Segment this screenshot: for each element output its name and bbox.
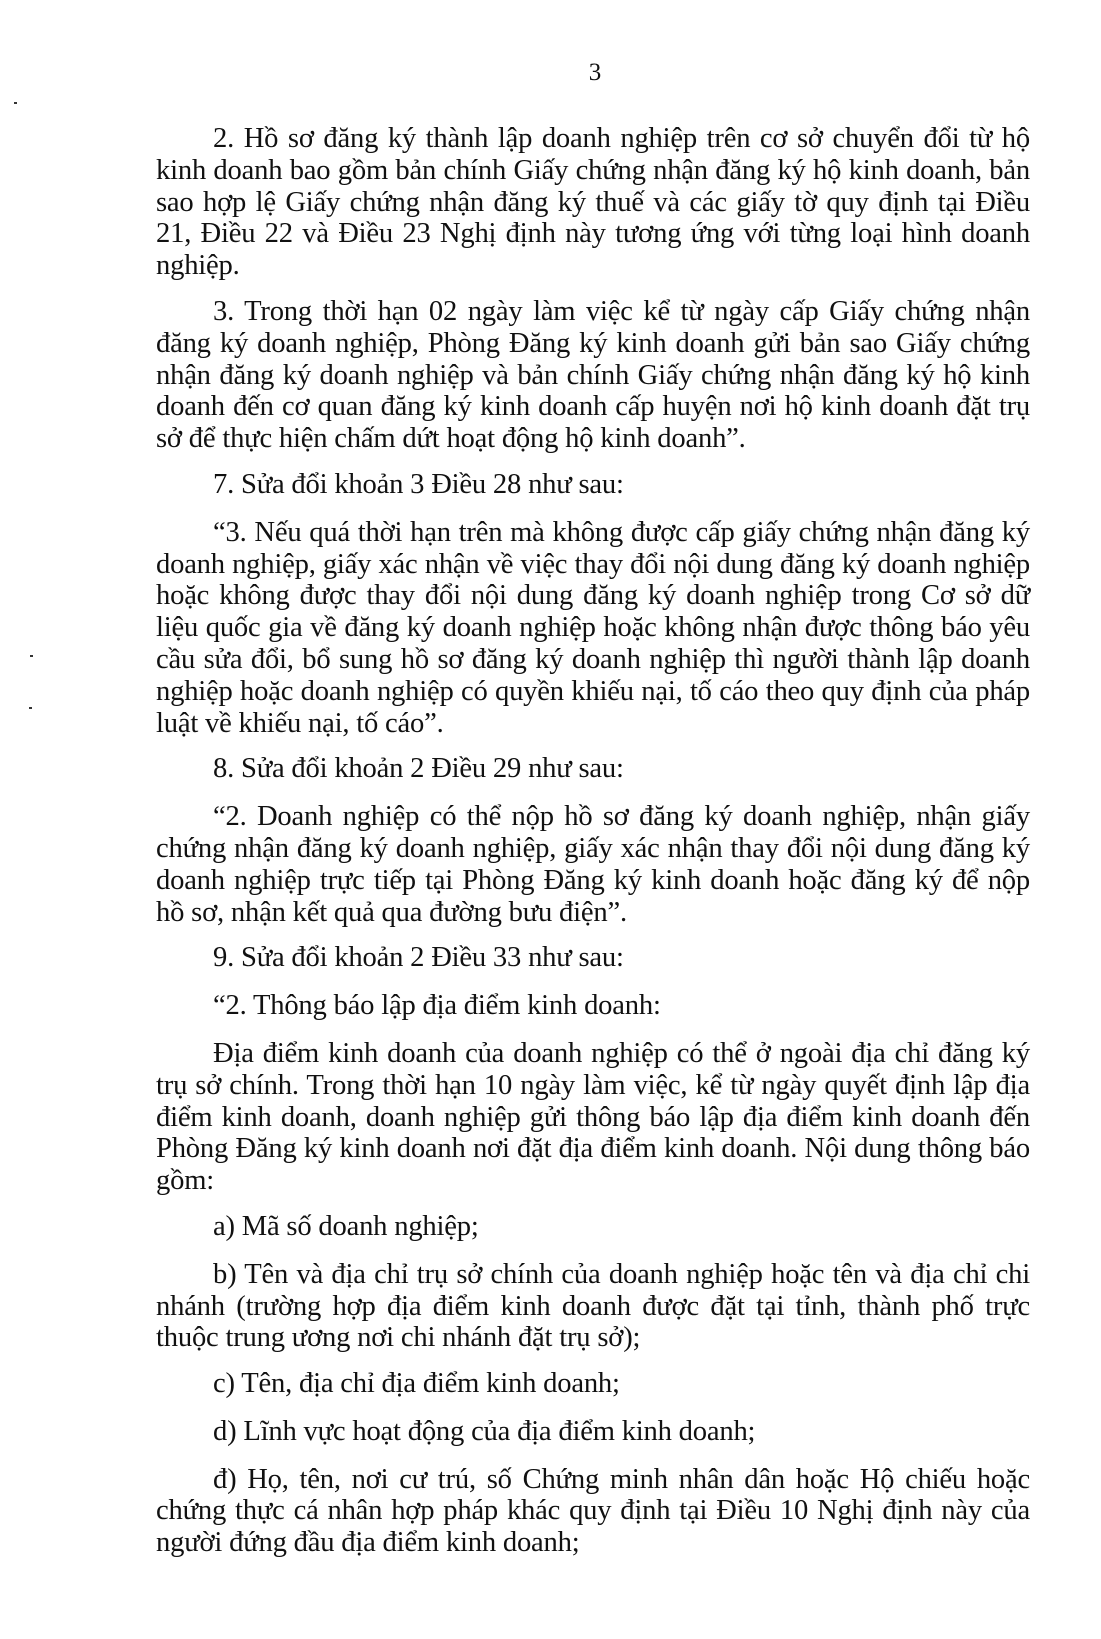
- paragraph-amendment-7-text: “3. Nếu quá thời hạn trên mà không được cấp giấy chứng nhận đăng ký doanh nghiệp, giấy xác nhận về việc thay đổi nội dung đăng ký doanh nghiệp hoặc không được thay đổi nội dung đăng ký doanh nghiệp trong Cơ sở dữ liệu quốc gia về đăng ký doanh nghiệp hoặc không nhận được thông báo yêu cầu sửa đổi, bổ sung hồ sơ đăng ký doanh nghiệp thì người thành lập doanh nghiệp hoặc doanh nghiệp có quyền khiếu nại, tố cáo theo quy định của pháp luật về khiếu nại, tố cáo”.: [156, 516, 1030, 739]
- list-item-dd: đ) Họ, tên, nơi cư trú, số Chứng minh nhân dân hoặc Hộ chiếu hoặc chứng thực cá nhân hợp pháp khác quy định tại Điều 10 Nghị định này của người đứng đầu địa điểm kinh doanh;: [156, 1463, 1030, 1559]
- paragraph-clause-2: 2. Hồ sơ đăng ký thành lập doanh nghiệp trên cơ sở chuyển đổi từ hộ kinh doanh bao gồm bản chính Giấy chứng nhận đăng ký hộ kinh doanh, bản sao hợp lệ Giấy chứng nhận đăng ký thuế và các giấy tờ quy định tại Điều 21, Điều 22 và Điều 23 Nghị định này tương ứng với từng loại hình doanh nghiệp.: [156, 123, 1030, 282]
- paragraph-clause-3: 3. Trong thời hạn 02 ngày làm việc kể từ ngày cấp Giấy chứng nhận đăng ký doanh nghiệp, Phòng Đăng ký kinh doanh gửi bản sao Giấy chứng nhận đăng ký doanh nghiệp và bản chính Giấy chứng nhận đăng ký hộ kinh doanh đến cơ quan đăng ký kinh doanh cấp huyện nơi hộ kinh doanh đặt trụ sở để thực hiện chấm dứt hoạt động hộ kinh doanh”.: [156, 295, 1030, 455]
- page-number: 3: [588, 59, 602, 86]
- paragraph-amendment-9-subheading: “2. Thông báo lập địa điểm kinh doanh:: [213, 990, 661, 1022]
- document-body: [156, 123, 1030, 1573]
- list-item-d: d) Lĩnh vực hoạt động của địa điểm kinh doanh;: [213, 1415, 756, 1447]
- scan-artifact-dot: [29, 707, 32, 709]
- paragraph-amendment-7-heading: 7. Sửa đổi khoản 3 Điều 28 như sau:: [213, 468, 624, 500]
- paragraph-amendment-9-heading: 9. Sửa đổi khoản 2 Điều 33 như sau:: [213, 942, 624, 974]
- list-item-b: b) Tên và địa chỉ trụ sở chính của doanh nghiệp hoặc tên và địa chỉ chi nhánh (trường hợp địa điểm kinh doanh được đặt tại tỉnh, thành phố trực thuộc trung ương nơi chi nhánh đặt trụ sở);: [156, 1258, 1030, 1354]
- paragraph-business-location: Địa điểm kinh doanh của doanh nghiệp có thể ở ngoài địa chỉ đăng ký trụ sở chính. Trong thời hạn 10 ngày làm việc, kể từ ngày quyết định lập địa điểm kinh doanh, doanh nghiệp gửi thông báo lập địa điểm kinh doanh đến Phòng Đăng ký kinh doanh nơi đặt địa điểm kinh doanh. Nội dung thông báo gồm:: [156, 1037, 1030, 1197]
- list-item-c: c) Tên, địa chỉ địa điểm kinh doanh;: [213, 1368, 620, 1400]
- list-item-a: a) Mã số doanh nghiệp;: [213, 1210, 479, 1242]
- paragraph-amendment-8-heading: 8. Sửa đổi khoản 2 Điều 29 như sau:: [213, 753, 624, 785]
- scan-artifact-dot: [14, 102, 17, 104]
- paragraph-amendment-8-text: “2. Doanh nghiệp có thể nộp hồ sơ đăng ký doanh nghiệp, nhận giấy chứng nhận đăng ký doanh nghiệp, giấy xác nhận thay đổi nội dung đăng ký doanh nghiệp trực tiếp tại Phòng Đăng ký kinh doanh hoặc đăng ký để nộp hồ sơ, nhận kết quả qua đường bưu điện”.: [156, 801, 1030, 928]
- scan-artifact-dot: [30, 655, 33, 657]
